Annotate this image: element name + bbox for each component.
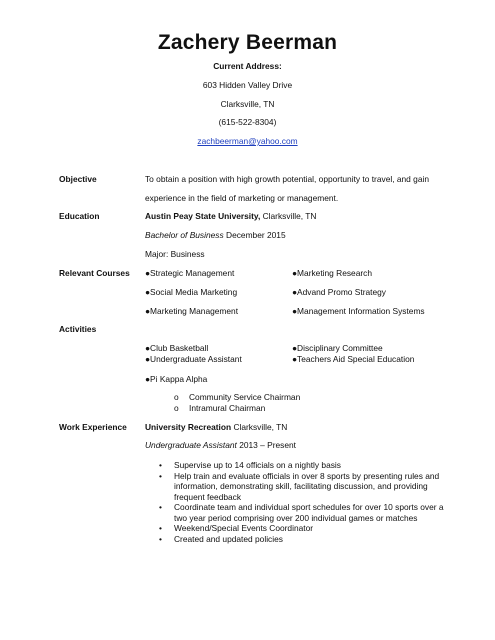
course-item: ●Marketing Research [292,268,373,278]
bullet-text: Coordinate team and individual sport schedules for over 10 sports over a two year period comprising over 200 individual games or matches [174,502,444,523]
courses-label: Relevant Courses [59,268,130,278]
bullet-marker: • [159,533,162,544]
bullet-text: Weekend/Special Events Coordinator [174,523,314,533]
bullet-text: Supervise up to 14 officials on a nightly basis [174,460,341,470]
activity-sub-item: Intramural Chairman [189,403,266,413]
objective-line-2: experience in the field of marketing or management. [145,193,339,203]
bullet-marker: • [159,523,162,533]
education-school-line [145,211,316,221]
work-bullet-list [159,460,444,544]
bullet-text: Help train and evaluate officials in over 8 sports by presenting rules and information, demonstrating skill, facilitating discussion, and providing frequent feedback [174,470,440,502]
degree-line [145,230,286,240]
address-label: Current Address: [213,61,282,71]
bullet-marker: • [159,502,162,512]
list-item [159,460,444,471]
list-item [159,523,444,534]
activity-item: ●Undergraduate Assistant [145,354,242,364]
activity-item: ●Disciplinary Committee [292,343,383,353]
employer-name: University Recreation [145,422,232,432]
course-item: ●Strategic Management [145,268,235,278]
activities-label: Activities [59,324,97,334]
course-item: ●Advand Promo Strategy [292,287,386,297]
list-item [159,502,444,523]
list-item [159,534,444,545]
bullet-text: Created and updated policies [174,533,283,544]
major: Major: Business [145,249,205,259]
activity-item: ●Club Basketball [145,343,209,353]
course-item: ●Marketing Management [145,306,239,316]
degree-name: Bachelor of Business [145,230,224,240]
school-location: Clarksville, TN [260,211,317,221]
education-label: Education [59,211,100,221]
street-address: 603 Hidden Valley Drive [202,80,293,90]
degree-date: December 2015 [223,230,286,240]
sub-marker: o [174,403,179,413]
sub-marker: o [174,392,179,402]
job-title: Undergraduate Assistant [145,440,237,450]
phone-number: (615-522-8304) [218,117,277,127]
course-item: ●Management Information Systems [292,306,425,316]
bullet-marker: • [159,460,162,470]
job-title-line [145,440,296,450]
employer-location: Clarksville, TN [231,422,288,432]
activity-sub-item: Community Service Chairman [189,392,301,402]
work-label: Work Experience [59,422,127,432]
objective-label: Objective [59,174,97,184]
email-link[interactable]: zachbeerman@yahoo.com [197,136,298,146]
list-item [159,471,444,503]
objective-line-1: To obtain a position with high growth potential, opportunity to travel, and gain [145,174,429,184]
city-state: Clarksville, TN [220,99,275,109]
resume-name: Zachery Beerman [157,31,338,54]
employer-line [145,422,287,432]
school-name: Austin Peay State University, [145,211,261,221]
bullet-marker: • [159,470,162,481]
job-dates: 2013 – Present [236,440,297,450]
activity-item: ●Teachers Aid Special Education [292,354,415,364]
course-item: ●Social Media Marketing [145,287,238,297]
activity-org: ●Pi Kappa Alpha [145,374,208,384]
